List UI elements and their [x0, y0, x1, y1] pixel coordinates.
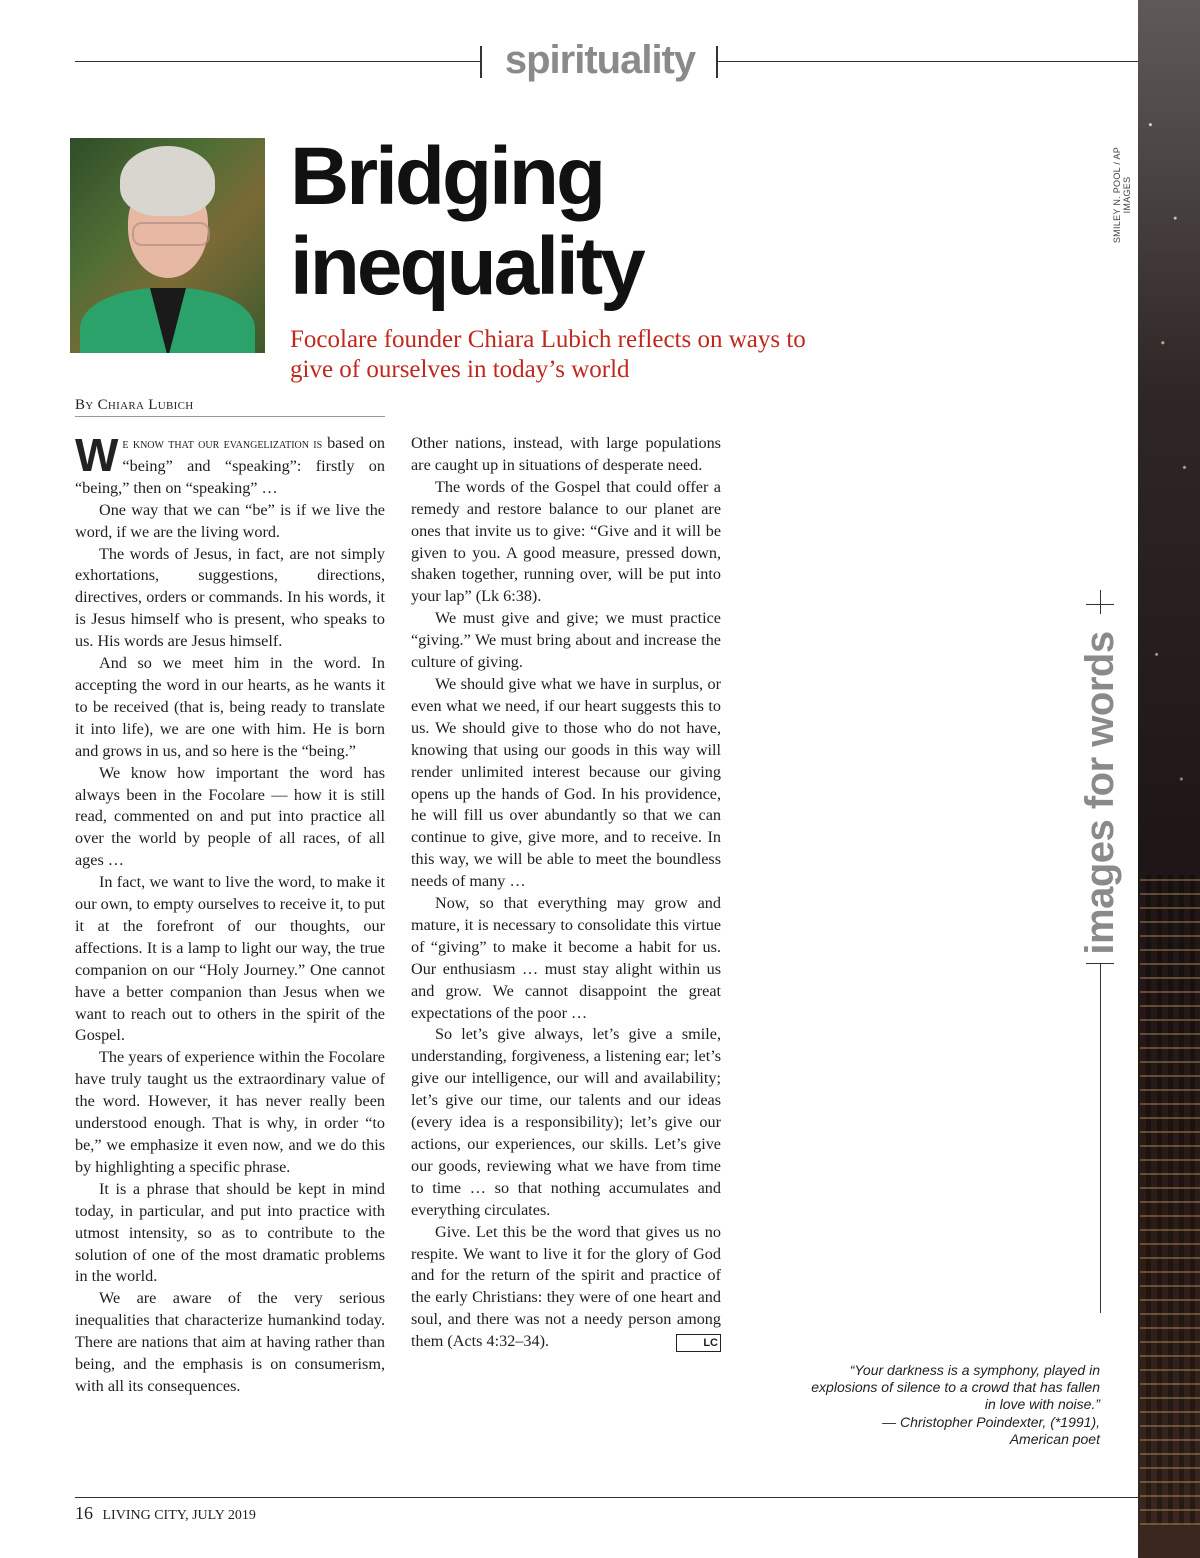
body-column-right: [411, 433, 721, 1353]
body-paragraph: In fact, we want to live the word, to make it our own, to empty ourselves to receive it, to put it at the forefront of our thoughts, our affections. It is a lamp to light our way, the true companion on our “Holy Journey.” One cannot have a better companion than Jesus when we want to reach out to others in the spirit of the Gospel.: [75, 873, 385, 1045]
byline-rule: [75, 416, 385, 417]
lead-small-caps: e know that our evangelization is: [122, 437, 323, 452]
portrait-hair: [120, 146, 215, 216]
byline: By Chiara Lubich: [75, 397, 194, 413]
final-paragraph-text: Give. Let this be the word that gives us no respite. We want to live it for the glory of God and for the return of the spirit and practice of the early Christians: they were of one heart and soul, and there was not a needy person among them (Acts 4:32–34).: [411, 1222, 721, 1351]
body-paragraph-continued: Other nations, instead, with large populations are caught up in situations of desperate need.: [411, 434, 721, 474]
body-paragraph: We know how important the word has always been in the Focolare — how it is still read, commented on and put into practice all over the world by people of all races, of all ages …: [75, 763, 385, 870]
body-column-left: [75, 429, 386, 1398]
attribution-line-2: American poet: [1009, 1431, 1100, 1447]
sidebar-label: images for words: [1078, 631, 1122, 955]
lead-rest: based on “being” and “speaking”: firstly on “being,” then on “speaking” …: [75, 434, 386, 497]
title-line-2: inequality: [290, 221, 643, 312]
body-paragraph: The words of Jesus, in fact, are not simply exhortations, suggestions, directions, directives, orders or commands. In his words, it is Jesus himself who is present, who speaks to us. His words are Jesus himself.: [75, 544, 385, 651]
quote-attribution: [800, 1414, 1100, 1448]
body-paragraph: We must give and give; we must practice “giving.” We must bring about and increase the culture of giving.: [411, 609, 721, 672]
article-deck: Focolare founder Chiara Lubich reflects on ways to give of ourselves in today’s world: [290, 326, 806, 383]
body-paragraph: So let’s give always, let’s give a smile, understanding, forgiveness, a listening ear; let’s give our intelligence, our will and availability; let’s give our time, our talents and our ideas (every idea is a responsibility); let’s give our actions, our experiences, our skills. Let’s give our goods, reviewing what we have from time to time … so that nothing accumulates and everything circulates.: [411, 1025, 721, 1219]
header-tick-left: [480, 46, 482, 78]
body-paragraph: The words of the Gospel that could offer a remedy and restore balance to our planet are ones that invite us to give: “Give and it will be given to you. A good measure, pressed down, shaken together, running over, will be put into your lap” (Lk 6:38).: [411, 477, 721, 606]
sidebar-rule-bottom: [1100, 963, 1101, 1313]
publication-info: LIVING CITY, JULY 2019: [102, 1508, 256, 1523]
body-paragraph: We should give what we have in surplus, or even what we need, if our heart suggests this to us. We should give to those who do not have, knowing that using our goods in this way will render unlimited interest because our giving opens up the hands of God. In his providence, he will fill us over abundantly so that we can continue to give, give more, and to receive. In this way, we will be able to meet the boundless needs of many …: [411, 674, 721, 891]
portrait-glasses: [132, 222, 210, 246]
page-footer: [75, 1503, 256, 1524]
section-label: spirituality: [504, 38, 696, 82]
footer-rule: [75, 1497, 1138, 1498]
body-paragraph: We are aware of the very serious inequalities that characterize humankind today. There are nations that aim at having rather than being, and the emphasis is on consumerism, with all its consequences.: [75, 1289, 385, 1395]
body-paragraph: One way that we can “be” is if we live the word, if we are the living word.: [75, 500, 385, 541]
page-number: 16: [75, 1503, 93, 1523]
body-paragraph: Now, so that everything may grow and mature, it is necessary to consolidate this virtue of “giving” to make it become a habit for us. Our enthusiasm … must stay alight within us and grow. We cannot disappoint the great expectations of the poor …: [411, 894, 721, 1022]
title-line-1: Bridging: [290, 131, 604, 222]
city-lights-overlay: [1140, 875, 1200, 1525]
attribution-line-1: — Christopher Poindexter, (*1991),: [882, 1414, 1100, 1430]
body-paragraph: And so we meet him in the word. In accepting the word in our hearts, as he wants it to be received (that is, being ready to translate it into life), we are one with him. He is born and grows in us, and so here is the “being.”: [75, 654, 385, 760]
author-portrait: [70, 138, 265, 353]
end-mark-logo: LC: [676, 1334, 721, 1352]
header-tick-right: [716, 46, 718, 78]
final-paragraph: [411, 1222, 721, 1353]
header-rule-right: [718, 61, 1138, 62]
photo-credit: SMILEY N. POOL / AP IMAGES: [1112, 146, 1132, 244]
header-rule-left: [75, 61, 480, 62]
article-title: [290, 132, 810, 312]
body-paragraph: It is a phrase that should be kept in mind today, in particular, and put into practice with utmost intensity, so as to contribute to the solution of one of the most dramatic problems in the world.: [75, 1179, 385, 1286]
body-paragraph: The years of experience within the Focolare have truly taught us the extraordinary value of the word. However, it has never really been understood enough. That is why, in order “to be,” we emphasize it even now, and we do this by highlighting a specific phrase.: [75, 1048, 385, 1176]
sidebar-quote: “Your darkness is a symphony, played in explosions of silence to a crowd that has fallen in love with noise.”: [811, 1362, 1100, 1412]
lead-paragraph: [75, 429, 386, 500]
drop-cap: W: [75, 429, 119, 481]
